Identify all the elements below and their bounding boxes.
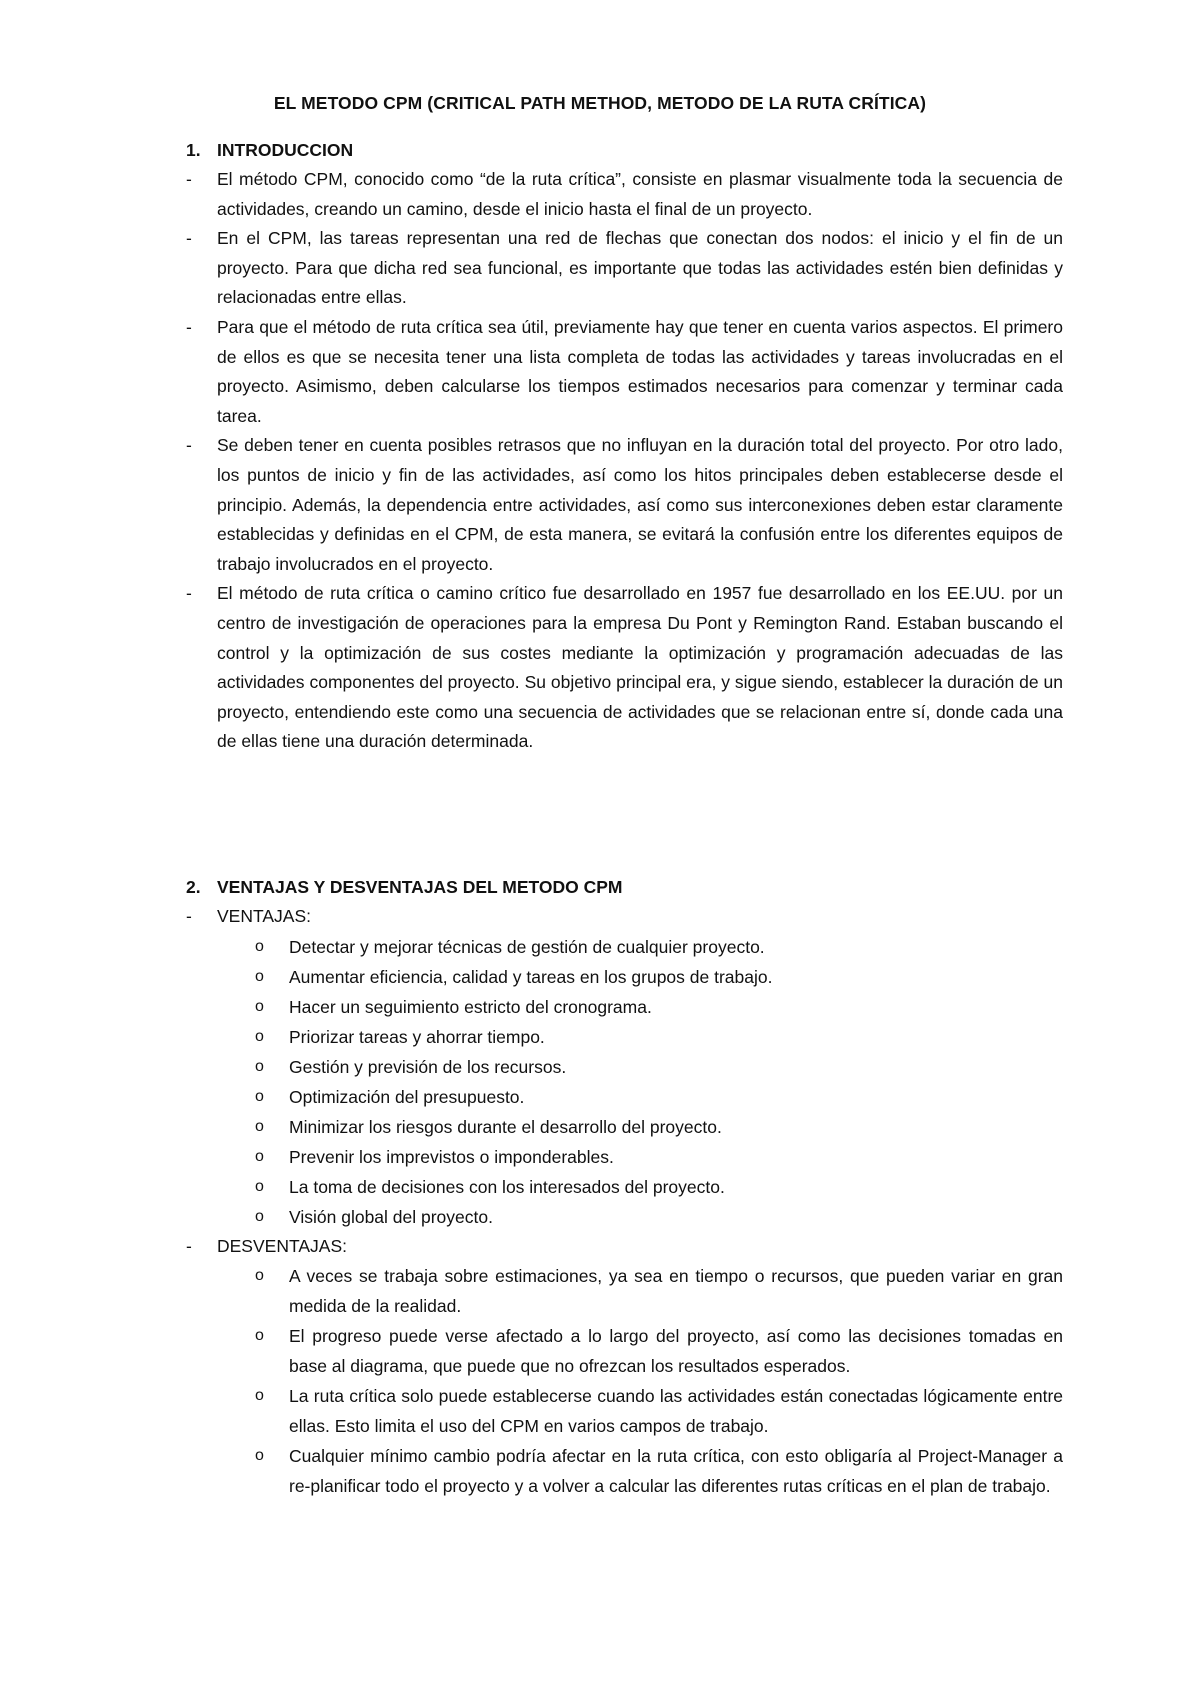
circle-bullet: o bbox=[255, 1327, 264, 1345]
group-ventajas bbox=[0, 902, 1063, 1232]
circle-bullet: o bbox=[255, 967, 264, 985]
intro-list bbox=[0, 165, 1200, 757]
list-item-text: Prevenir los imprevistos o imponderables. bbox=[289, 1146, 614, 1167]
group-label: DESVENTAJAS: bbox=[217, 1235, 347, 1256]
circle-bullet: o bbox=[255, 1207, 264, 1225]
circle-bullet: o bbox=[255, 1447, 264, 1465]
dash-bullet: - bbox=[186, 228, 192, 249]
list-item-text: El método de ruta crítica o camino crítico fue desarrollado en 1957 fue desarrollado en los EE.UU. por un centro de investigación de operaciones para la empresa Du Pont y Remington Rand. Estaban buscando el control y la optimización de sus costes mediante la optimización y programación adecuadas de las actividades componentes del proyecto. Su objetivo principal era, y sigue siendo, establecer la duración de un proyecto, entendiendo este como una secuencia de actividades que se relacionan entre sí, donde cada una de ellas tiene una duración determinada. bbox=[217, 583, 1063, 752]
section-title: INTRODUCCION bbox=[217, 140, 354, 160]
list-item-text: A veces se trabaja sobre estimaciones, ya sea en tiempo o recursos, que pueden variar en gran medida de la realidad. bbox=[289, 1266, 1063, 1317]
circle-bullet: o bbox=[255, 1147, 264, 1165]
list-item-text: La toma de decisiones con los interesados del proyecto. bbox=[289, 1176, 725, 1197]
desventajas-list bbox=[217, 1261, 1063, 1501]
group-desventajas bbox=[0, 1232, 1063, 1502]
list-item-text: Optimización del presupuesto. bbox=[289, 1086, 525, 1107]
list-item-text: Para que el método de ruta crítica sea útil, previamente hay que tener en cuenta varios aspectos. El primero de ellos es que se necesita tener una lista completa de todas las actividades y tareas involucradas en el proyecto. Asimismo, deben calcularse los tiempos estimados necesarios para comenzar y terminar cada tarea. bbox=[217, 316, 1063, 426]
circle-bullet: o bbox=[255, 1267, 264, 1285]
list-item-text: El método CPM, conocido como “de la ruta crítica”, consiste en plasmar visualmente toda la secuencia de actividades, creando un camino, desde el inicio hasta el final de un proyecto. bbox=[217, 169, 1063, 219]
dash-bullet: - bbox=[186, 169, 192, 189]
circle-bullet: o bbox=[255, 1117, 264, 1135]
section-heading bbox=[0, 872, 1200, 902]
dash-bullet: - bbox=[186, 583, 192, 604]
list-item-text: Cualquier mínimo cambio podría afectar en la ruta crítica, con esto obligaría al Project-Manager a re-planificar todo el proyecto y a volver a calcular las diferentes rutas críticas en el plan de trabajo. bbox=[289, 1446, 1063, 1497]
list-item bbox=[255, 1381, 1063, 1441]
list-item-text: Visión global del proyecto. bbox=[289, 1206, 493, 1227]
dash-bullet: - bbox=[186, 316, 192, 337]
list-item-text: Gestión y previsión de los recursos. bbox=[289, 1056, 567, 1077]
list-item-text: La ruta crítica solo puede establecerse cuando las actividades están conectadas lógicamente entre ellas. Esto limita el uso del CPM en varios campos de trabajo. bbox=[289, 1386, 1063, 1437]
list-item bbox=[255, 932, 1063, 962]
circle-bullet: o bbox=[255, 1057, 264, 1075]
list-item bbox=[255, 1052, 1063, 1082]
list-item bbox=[0, 165, 1063, 224]
section-introduccion bbox=[0, 135, 1200, 757]
ventajas-list bbox=[217, 932, 1063, 1232]
list-item bbox=[255, 1202, 1063, 1232]
dash-bullet: - bbox=[186, 1235, 192, 1256]
list-item bbox=[0, 313, 1063, 431]
document-title: EL METODO CPM (CRITICAL PATH METHOD, METODO DE LA RUTA CRÍTICA) bbox=[273, 93, 927, 113]
section-ventajas-desventajas bbox=[0, 872, 1200, 1501]
list-item-text: Se deben tener en cuenta posibles retrasos que no influyan en la duración total del proyecto. Por otro lado, los puntos de inicio y fin de las actividades, así como los hitos principales deben establecerse desde el principio. Además, la dependencia entre actividades, así como sus interconexiones deben estar claramente establecidas y definidas en el CPM, de esta manera, se evitará la confusión entre los diferentes equipos de trabajo involucrados en el proyecto. bbox=[217, 435, 1063, 574]
advantages-disadvantages-list bbox=[0, 902, 1200, 1501]
circle-bullet: o bbox=[255, 1027, 264, 1045]
dash-bullet: - bbox=[186, 435, 192, 456]
dash-bullet: - bbox=[186, 906, 192, 926]
list-item-text: En el CPM, las tareas representan una red de flechas que conectan dos nodos: el inicio y el fin de un proyecto. Para que dicha red sea funcional, es importante que todas las actividades estén bien definidas y relacionadas entre ellas. bbox=[217, 228, 1063, 308]
circle-bullet: o bbox=[255, 1387, 264, 1405]
list-item bbox=[255, 1082, 1063, 1112]
list-item-text: Detectar y mejorar técnicas de gestión de cualquier proyecto. bbox=[289, 936, 765, 957]
list-item bbox=[0, 224, 1063, 313]
list-item bbox=[255, 1112, 1063, 1142]
list-item bbox=[0, 431, 1063, 579]
list-item bbox=[255, 1261, 1063, 1321]
group-label: VENTAJAS: bbox=[217, 906, 312, 926]
list-item-text: Aumentar eficiencia, calidad y tareas en los grupos de trabajo. bbox=[289, 966, 773, 987]
circle-bullet: o bbox=[255, 997, 264, 1015]
list-item bbox=[255, 962, 1063, 992]
list-item-text: El progreso puede verse afectado a lo largo del proyecto, así como las decisiones tomadas en base al diagrama, que puede que no ofrezcan los resultados esperados. bbox=[289, 1326, 1063, 1377]
circle-bullet: o bbox=[255, 1177, 264, 1195]
list-item bbox=[255, 1022, 1063, 1052]
list-item bbox=[255, 992, 1063, 1022]
circle-bullet: o bbox=[255, 1087, 264, 1105]
list-item bbox=[255, 1142, 1063, 1172]
list-item bbox=[255, 1172, 1063, 1202]
list-item-text: Priorizar tareas y ahorrar tiempo. bbox=[289, 1026, 545, 1047]
list-item-text: Hacer un seguimiento estricto del cronograma. bbox=[289, 996, 652, 1017]
list-item bbox=[255, 1441, 1063, 1501]
section-number: 1. bbox=[186, 140, 201, 160]
list-item bbox=[0, 579, 1063, 757]
list-item-text: Minimizar los riesgos durante el desarrollo del proyecto. bbox=[289, 1116, 722, 1137]
section-number: 2. bbox=[186, 877, 201, 897]
list-item bbox=[255, 1321, 1063, 1381]
circle-bullet: o bbox=[255, 937, 264, 955]
section-heading bbox=[0, 135, 1200, 165]
section-title: VENTAJAS Y DESVENTAJAS DEL METODO CPM bbox=[217, 877, 623, 897]
